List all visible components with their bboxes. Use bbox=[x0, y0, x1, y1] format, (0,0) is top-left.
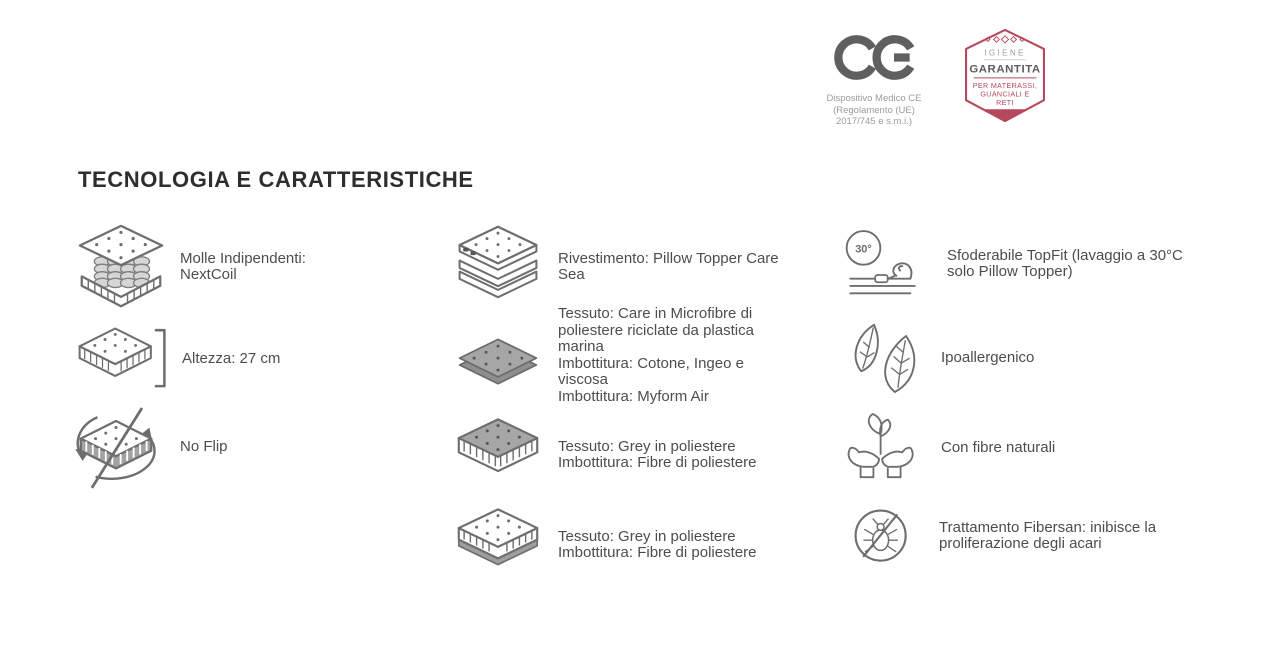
washable-cover-icon bbox=[843, 224, 925, 304]
section-title: TECNOLOGIA E CARATTERISTICHE bbox=[78, 167, 474, 192]
ce-mark-icon bbox=[834, 34, 914, 81]
badge-main-label: GARANTITA bbox=[969, 63, 1041, 76]
fabric-layer-icon bbox=[452, 324, 544, 388]
feature-line: Ipoallergenico bbox=[941, 348, 1035, 366]
pillow-topper-layers-icon bbox=[452, 224, 544, 310]
feature-ipoallergenico bbox=[845, 320, 1191, 396]
mattress-grey-base-icon bbox=[452, 504, 544, 586]
feature-line: Tessuto: Care in Microfibre di poliestere riciclate da plastica marina bbox=[558, 305, 754, 355]
badge-sub-line: RETI bbox=[996, 98, 1014, 107]
feature-text bbox=[558, 439, 796, 472]
feature-text bbox=[939, 520, 1189, 553]
feature-molle-indipendenti bbox=[74, 224, 355, 310]
feature-line: Trattamento Fibersan: inibisce la proliferazione degli acari bbox=[939, 518, 1157, 552]
ce-caption-line: (Regolamento (UE) bbox=[833, 104, 915, 116]
no-flip-icon bbox=[64, 402, 168, 492]
feature-text bbox=[558, 529, 796, 562]
feature-line: No Flip bbox=[180, 437, 228, 455]
ce-mark bbox=[822, 34, 926, 128]
feature-text bbox=[180, 439, 355, 456]
feature-line: Rivestimento: Pillow Topper Care Sea bbox=[558, 249, 779, 283]
feature-line: Con fibre naturali bbox=[941, 438, 1056, 456]
feature-line: Altezza: 27 cm bbox=[182, 349, 281, 367]
feature-text bbox=[182, 351, 357, 368]
feature-fibre-naturali bbox=[843, 410, 1191, 486]
hygiene-badge-icon bbox=[962, 28, 1048, 123]
feature-text bbox=[947, 248, 1197, 281]
feature-text bbox=[558, 306, 796, 405]
feature-text bbox=[558, 251, 796, 284]
badge-top-label: IGIENE bbox=[984, 48, 1026, 58]
wash-temp-label: 30° bbox=[855, 243, 872, 256]
anti-mite-icon bbox=[845, 500, 917, 572]
mattress-height-icon bbox=[74, 320, 170, 398]
independent-springs-icon bbox=[74, 224, 168, 310]
mattress-grey-top-icon bbox=[452, 414, 544, 496]
ce-caption bbox=[822, 93, 926, 128]
feature-tessuto-grey-1 bbox=[452, 414, 796, 496]
feature-line: Imbottitura: Myform Air bbox=[558, 387, 709, 405]
feature-text bbox=[941, 440, 1191, 457]
badge-sub-line: GUANCIALI E bbox=[980, 90, 1030, 99]
feature-line: Imbottitura: Cotone, Ingeo e viscosa bbox=[558, 354, 744, 388]
feature-line: Tessuto: Grey in poliestere bbox=[558, 527, 736, 545]
feature-altezza bbox=[74, 320, 357, 398]
feature-line: Molle Indipendenti: NextCoil bbox=[180, 249, 306, 283]
feature-text bbox=[180, 251, 355, 284]
feature-tessuto-grey-2 bbox=[452, 504, 796, 586]
feature-line: Imbottitura: Fibre di poliestere bbox=[558, 454, 757, 471]
feature-sfoderabile bbox=[843, 224, 1197, 304]
feature-tessuto-care bbox=[452, 306, 796, 405]
feature-line: Imbottitura: Fibre di poliestere bbox=[558, 544, 757, 561]
ce-caption-line: Dispositivo Medico CE bbox=[826, 93, 922, 104]
hands-leaf-icon bbox=[843, 410, 919, 486]
feature-line: Sfoderabile TopFit (lavaggio a 30°C solo Pillow Topper) bbox=[947, 246, 1183, 280]
feature-no-flip bbox=[64, 402, 355, 492]
feature-text bbox=[941, 350, 1191, 367]
ce-caption-line: 2017/745 e s.m.i.) bbox=[835, 116, 913, 127]
feature-fibersan bbox=[845, 500, 1189, 572]
feature-line: Tessuto: Grey in poliestere bbox=[558, 437, 736, 455]
hygiene-badge bbox=[962, 28, 1048, 128]
badge-sub-line: PER MATERASSI, bbox=[972, 81, 1038, 90]
feature-rivestimento bbox=[452, 224, 796, 310]
leaves-icon bbox=[845, 320, 919, 396]
